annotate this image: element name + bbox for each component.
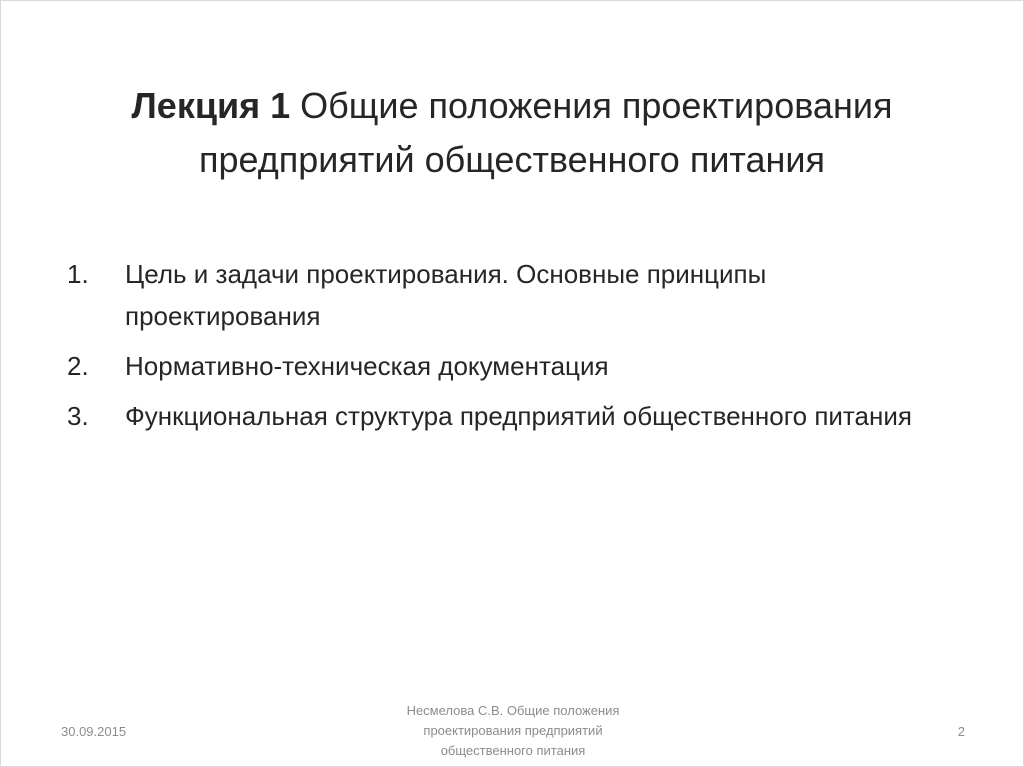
list-item [67,345,967,387]
footer-page-number: 2 [957,724,965,739]
slide-title [41,79,983,187]
footer-center-line: проектирования предприятий [423,723,603,738]
list-item-text: Функциональная структура предприятий общественного питания [125,401,912,431]
footer-date: 30.09.2015 [61,724,127,739]
list-item-number: 2. [67,351,89,381]
title-lecture-number: Лекция 1 [131,85,291,126]
footer-center-line: общественного питания [440,743,586,758]
topic-list [67,253,967,445]
footer-center-line: Несмелова С.В. Общие положения [406,703,620,718]
list-item-number: 1. [67,259,89,289]
list-item [67,395,967,437]
footer-author-title [363,701,663,761]
list-item [67,253,967,337]
list-item-text: Нормативно-техническая документация [125,351,609,381]
list-item-number: 3. [67,401,89,431]
title-text: Общие положения проектирования предприятий общественного питания [198,85,893,180]
list-item-text: Цель и задачи проектирования. Основные принципы проектирования [125,259,767,331]
